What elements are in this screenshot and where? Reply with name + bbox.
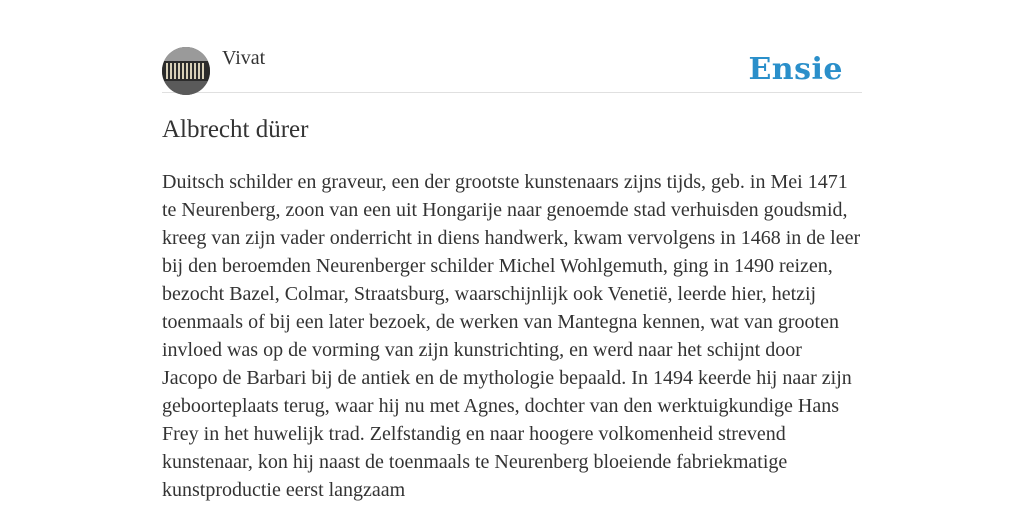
source-name[interactable]: Vivat [222,47,266,69]
brand-logo[interactable]: Ensie [748,52,843,87]
header [162,46,862,93]
article-body: Duitsch schilder en graveur, een der grootste kunstenaars zijns tijds, geb. in Mei 1471 te Neurenberg, zoon van een uit Hongarije naar genoemde stad verhuisden goudsmid, kreeg van zijn vader onderricht in diens handwerk, kwam vervolgens in 1468 in de leer bij den beroemden Neurenberger schilder Michel Wohlgemuth, ging in 1490 reizen, bezocht Bazel, Colmar, Straatsburg, waarschijnlijk ook Venetië, leerde hier, hetzij toenmaals of bij een later bezoek, de werken van Mantegna kennen, wat van grooten invloed was op de vorming van zijn kunstrichting, en werd naar het schijnt door Jacopo de Barbari bij de antiek en de mythologie bepaald. In 1494 keerde hij naar zijn geboorteplaats terug, waar hij nu met Agnes, dochter van den werktuigkundige Hans Frey in het huwelijk trad. Zelfstandig en naar hoogere volkomenheid strevend kunstenaar, kon hij naast de toenmaals te Neurenberg bloeiende fabriekmatige kunstproductie eerst langzaam [162,171,861,501]
bookshelf-image [162,47,210,95]
page-title: Albrecht dürer [162,116,309,143]
bookshelf-avatar-icon[interactable] [162,47,210,95]
